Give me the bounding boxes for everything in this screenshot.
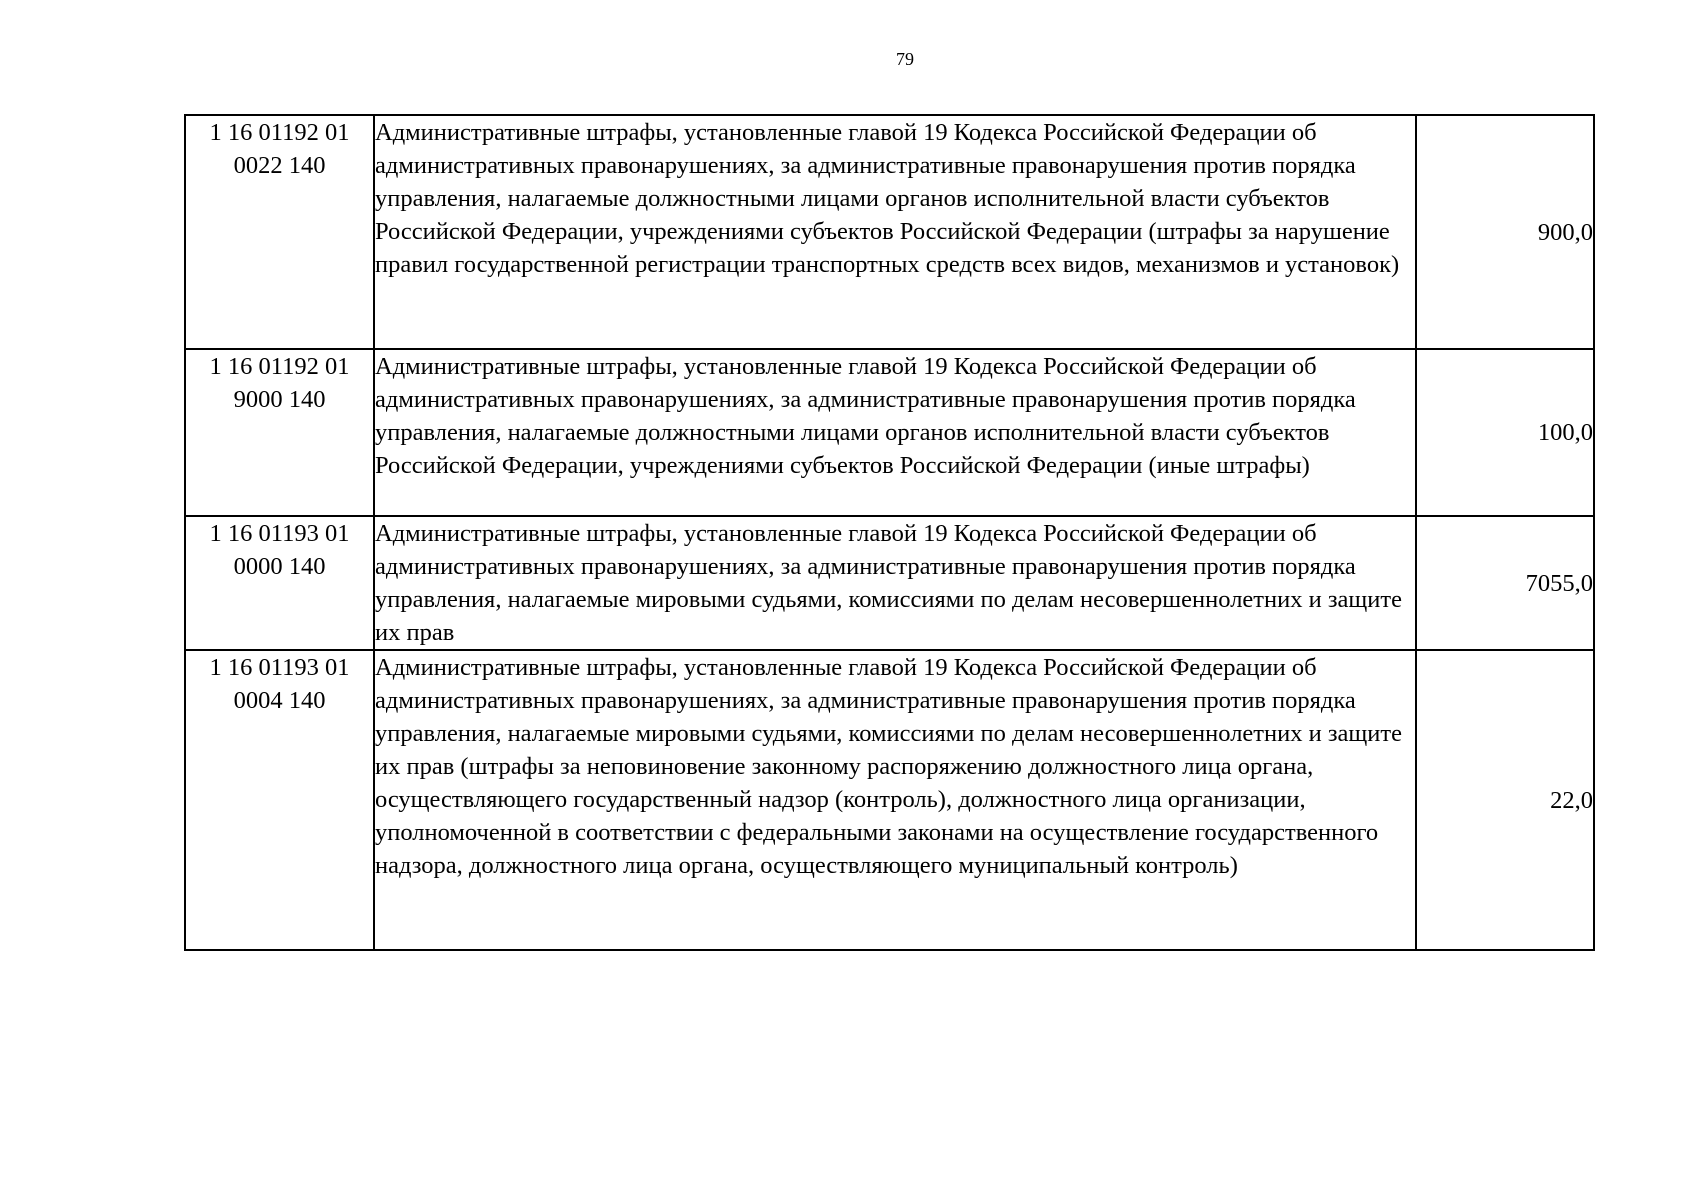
budget-code-line: 1 16 01192 01 bbox=[209, 353, 350, 380]
budget-code-cell bbox=[185, 650, 374, 950]
table-row bbox=[185, 349, 1594, 516]
amount-cell: 100,0 bbox=[1416, 349, 1594, 516]
budget-code-cell bbox=[185, 516, 374, 650]
revenue-description-cell: Административные штрафы, установленные главой 19 Кодекса Российской Федерации об административных правонарушениях, за административные правонарушения против порядка управления, налагаемые мировыми судьями, комиссиями по делам несовершеннолетних и защите их прав bbox=[374, 516, 1416, 650]
budget-code-line: 0022 140 bbox=[233, 152, 326, 179]
budget-code-line: 9000 140 bbox=[233, 386, 326, 413]
budget-revenue-table bbox=[184, 114, 1595, 951]
budget-code-line: 0004 140 bbox=[233, 687, 326, 714]
table-row bbox=[185, 516, 1594, 650]
page-number: 79 bbox=[896, 49, 914, 69]
table-row bbox=[185, 650, 1594, 950]
budget-code-cell bbox=[185, 349, 374, 516]
table-row bbox=[185, 115, 1594, 349]
amount-cell: 900,0 bbox=[1416, 115, 1594, 349]
amount-cell: 7055,0 bbox=[1416, 516, 1594, 650]
budget-code-line: 1 16 01193 01 bbox=[209, 520, 350, 547]
revenue-description-cell: Административные штрафы, установленные главой 19 Кодекса Российской Федерации об административных правонарушениях, за административные правонарушения против порядка управления, налагаемые мировыми судьями, комиссиями по делам несовершеннолетних и защите их прав (штрафы за неповиновение законному распоряжению должностного лица органа, осуществляющего государственный надзор (контроль), должностного лица организации, уполномоченной в соответствии с федеральными законами на осуществление государственного надзора, должностного лица органа, осуществляющего муниципальный контроль) bbox=[374, 650, 1416, 950]
budget-code-line: 0000 140 bbox=[233, 553, 326, 580]
revenue-description-cell: Административные штрафы, установленные главой 19 Кодекса Российской Федерации об административных правонарушениях, за административные правонарушения против порядка управления, налагаемые должностными лицами органов исполнительной власти субъектов Российской Федерации, учреждениями субъектов Российской Федерации (штрафы за нарушение правил государственной регистрации транспортных средств всех видов, механизмов и установок) bbox=[374, 115, 1416, 349]
budget-code-cell bbox=[185, 115, 374, 349]
amount-cell: 22,0 bbox=[1416, 650, 1594, 950]
budget-code-line: 1 16 01193 01 bbox=[209, 654, 350, 681]
revenue-description-cell: Административные штрафы, установленные главой 19 Кодекса Российской Федерации об административных правонарушениях, за административные правонарушения против порядка управления, налагаемые должностными лицами органов исполнительной власти субъектов Российской Федерации, учреждениями субъектов Российской Федерации (иные штрафы) bbox=[374, 349, 1416, 516]
budget-code-line: 1 16 01192 01 bbox=[209, 119, 350, 146]
